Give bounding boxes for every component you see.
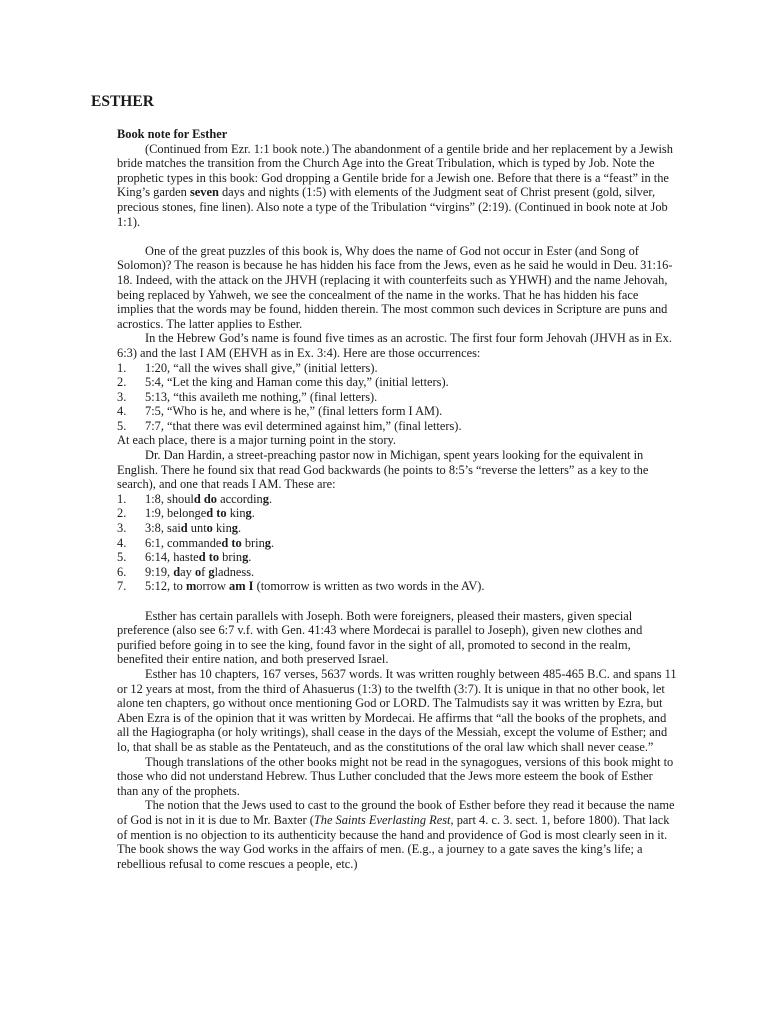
list-item-number: 2. [117,375,127,390]
list-item-number: 4. [117,535,127,550]
list-item-text: 9:19, day of gladness. [145,564,255,579]
document-body [91,93,677,871]
list-item [117,579,677,594]
list-item-text: 5:13, “this availeth me nothing,” (final letters). [145,389,378,404]
book-title-citation: The Saints Everlasting Rest, [313,812,454,827]
list-item [117,521,677,536]
list-item [117,550,677,565]
list-item [117,506,677,521]
paragraph-8 [117,798,677,871]
list-item-text: 5:4, “Let the king and Haman come this day,” (initial letters). [145,375,449,390]
list-item [117,536,677,551]
paragraph-5: Esther has certain parallels with Joseph. Both were foreigners, pleased their masters, given special preference (also see 6:7 v.f. with Gen. 41:43 where Mordecai is parallel to Joseph), given new clothes and purified before going in to see the king, found favor in the sight of all, promoted to second in the realm, benefited their entire nation, and both preserved Israel. [117,608,643,667]
list-item-text: 6:1, commanded to bring. [145,535,275,550]
paragraph-7: Though translations of the other books might not be read in the synagogues, versions of this book might to those who did not understand Hebrew. Thus Luther concluded that the Jews more esteem the book of Esther than any of the prophets. [117,754,674,798]
list-item [117,404,677,419]
list-item-number: 4. [117,404,127,419]
emphasis-text: seven [189,185,219,200]
document-title: ESTHER [91,93,154,110]
list-followup-text: At each place, there is a major turning point in the story. [117,433,396,448]
list-item-number: 2. [117,506,127,521]
list-item-text: 7:7, “that there was evil determined against him,” (final letters). [145,418,462,433]
paragraph-8-part-b: part 4. c. 3. sect. 1, before 1800). That lack of mention is no objection to its authenticity because the hand and providence of God is most clearly seen in it. The book shows the way God works in the affairs of men. (E.g., a journey to a gate saves the king’s life; a rebellious refusal to come rescues a people, etc.) [117,812,670,871]
paragraph-gap [117,594,677,609]
list-item-number: 3. [117,389,127,404]
list-item-number: 1. [117,360,127,375]
list-item-number: 5. [117,418,127,433]
list-item-text: 1:20, “all the wives shall give,” (initial letters). [145,360,378,375]
paragraph-2: One of the great puzzles of this book is, Why does the name of God not occur in Ester (and Song of Solomon)? The reason is because he has hidden his face from the Jews, even as he said he would in Deu. 31:16-18. Indeed, with the attack on the JHVH (replacing it with counterfeits such as YHWH) and the name Jehovah, being replaced by Yahweh, we see the concealment of the name in the works. That he has hidden his face implies that the words may be found, hidden therein. The most common such devices in Scripture are puns and acrostics. The latter applies to Esther. [117,243,673,331]
paragraph-6: Esther has 10 chapters, 167 verses, 5637 words. It was written roughly between 485-465 B.C. and spans 11 or 12 years at most, from the third of Ahasuerus (1:3) to the twelfth (3:7). It is unique in that no other book, let alone ten chapters, go without once mentioning God or LORD. The Talmudists say it was written by Ezra, but Aben Ezra is of the opinion that it was written by Mordecai. He affirms that “all the books of the prophets, and all the Hagiographa (or holy writings), shall cease in the days of the Messiah, except the volume of Esther; and lo, that shall be as stable as the Pentateuch, and as the constitutions of the oral law which shall never cease.” [117,666,677,754]
list-item-text: 7:5, “Who is he, and where is he,” (final letters form I AM). [145,404,443,419]
list-item-number: 5. [117,550,127,565]
list-item [117,419,677,434]
paragraph-8-part-a: The notion that the Jews used to cast to the ground the book of Esther before they read it because the name of God is not in it is due to Mr. Baxter ( [117,798,675,827]
acrostic-list-english [117,492,677,594]
list-item-text: 3:8, said unto king. [145,521,242,536]
list-item-number: 6. [117,564,127,579]
list-item [117,565,677,580]
list-item [117,375,677,390]
list-item-number: 7. [117,579,127,594]
paragraph-4: Dr. Dan Hardin, a street-preaching pastor now in Michigan, spent years looking for the equivalent in English. There he found six that read God backwards (he points to 8:5’s “reverse the letters” as a key to the search), and one that reads I AM. These are: [117,448,649,492]
list-item-number: 1. [117,491,127,506]
paragraph-1: (Continued from Ezr. 1:1 book note.) The abandonment of a gentile bride and her replacement by a Jewish bride matches the transition from the Church Age into the Great Tribulation, which is typed by Job. Note the prophetic types in this book: God dropping a Gentile bride for a Jewish one. Before that there is a “feast” in the King’s garden seven days and nights (1:5) with elements of the Judgment seat of Christ present (gold, silver, precious stones, fine linen). Also note a type of the Tribulation “virgins” (2:19). (Continued in book note at Job 1:1). [117,141,673,229]
list-item-text: 1:8, should do according. [145,491,273,506]
list-item-text: 6:14, hasted to bring. [145,550,252,565]
list-item [117,361,677,376]
section-heading: Book note for Esther [117,127,228,141]
paragraph-3: In the Hebrew God’s name is found five times as an acrostic. The first four form Jehovah (JHVH as in Ex. 6:3) and the last I AM (EHVH as in Ex. 3:4). Here are those occurrences: [117,331,672,360]
list-item [117,492,677,507]
paragraph-gap [117,229,677,244]
list-item-text: 1:9, belonged to king. [145,506,255,521]
acrostic-list-hebrew [117,361,677,434]
list-item-text: 5:12, to morrow am I (tomorrow is written as two words in the AV). [145,579,485,594]
list-item [117,390,677,405]
list-item-number: 3. [117,521,127,536]
